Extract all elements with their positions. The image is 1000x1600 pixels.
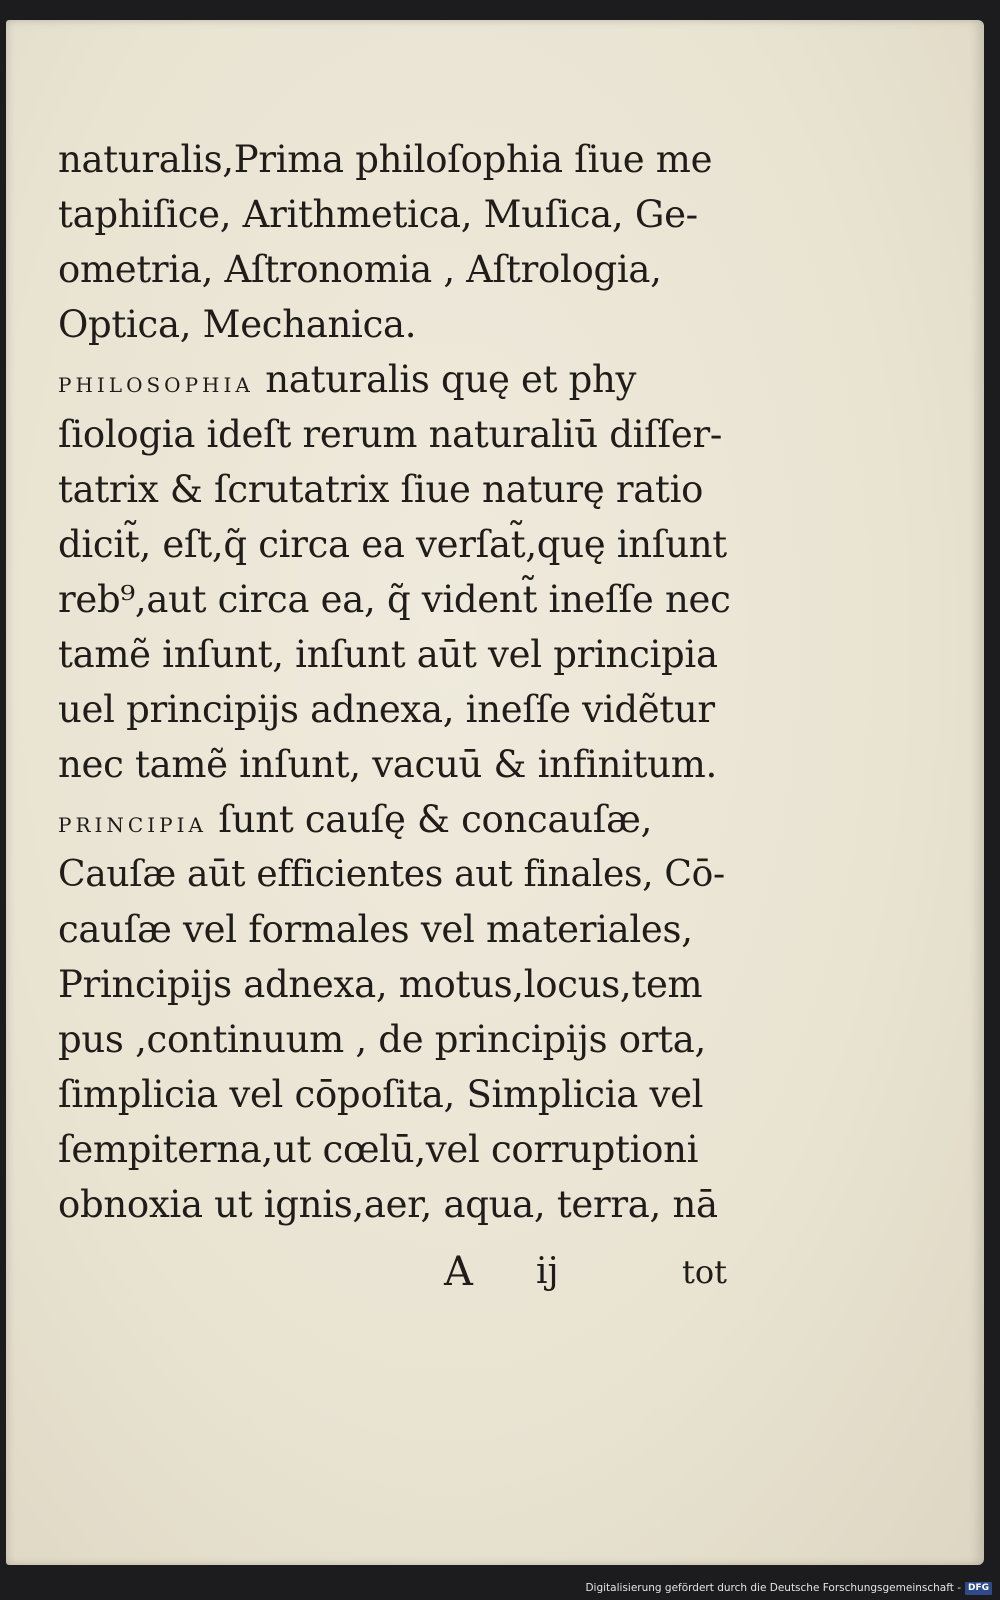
text-line (58, 682, 738, 737)
credit-text: Digitalisierung gefördert durch die Deutsche Forschungsgemeinschaft - (585, 1582, 961, 1594)
line-text: Cauſæ aūt efficientes aut finales, Cō- (58, 854, 725, 895)
text-line (58, 352, 738, 407)
text-line (58, 297, 738, 352)
text-line (58, 957, 738, 1012)
line-text: ſunt cauſę & concauſæ, (206, 798, 653, 841)
text-line (58, 407, 738, 462)
text-line (58, 737, 738, 792)
line-text: tatrix & ſcrutatrix ſiue naturę ratio (58, 468, 704, 511)
dfg-logo: DFG (965, 1582, 992, 1595)
line-text: ometria, Aſtronomia , Aſtrologia, (58, 248, 662, 291)
signature-letter: A (444, 1249, 473, 1295)
text-line (58, 1012, 738, 1067)
line-text: nec tamẽ inſunt, vacuū & infinitum. (58, 743, 717, 786)
text-line (58, 572, 738, 627)
text-line (58, 132, 738, 187)
text-line (58, 902, 738, 957)
line-text: ſiologia ideſt rerum naturaliū diſſer- (58, 413, 723, 456)
text-line (58, 187, 738, 242)
line-text: naturalis,Prima philoſophia ſiue me (58, 138, 713, 181)
line-text: Principijs adnexa, motus,locus,tem (58, 963, 703, 1006)
text-block (58, 132, 738, 1232)
line-text: tamẽ inſunt, inſunt aūt vel principia (58, 633, 718, 676)
text-line (58, 462, 738, 517)
line-text: ſempiterna,ut cœlū,vel corruptioni (58, 1128, 699, 1171)
text-line (58, 1177, 738, 1232)
book-page (6, 20, 984, 1565)
line-text: pus ,continuum , de principijs orta, (58, 1018, 706, 1061)
line-text: obnoxia ut ignis,aer, aqua, terra, nā (58, 1183, 718, 1226)
text-line (58, 1122, 738, 1177)
line-text: naturalis quę et phy (253, 358, 637, 401)
signature-number: ij (536, 1251, 559, 1292)
small-caps-heading: PHILOSOPHIA (58, 373, 254, 397)
small-caps-heading: PRINCIPIA (58, 813, 207, 837)
line-text: ſimplicia vel cōpoſita, Simplicia vel (58, 1073, 704, 1116)
line-text: uel principijs adnexa, ineſſe vidẽtur (58, 688, 715, 731)
catchword: tot (682, 1253, 727, 1291)
line-text: cauſæ vel formales vel materiales, (58, 908, 693, 951)
line-text: reb⁹,aut circa ea, q̃ vident̃ ineſſe nec (58, 578, 731, 621)
text-line (58, 847, 738, 902)
line-text: Optica, Mechanica. (58, 303, 417, 346)
text-line (58, 1067, 738, 1122)
line-text: taphiſice, Arithmetica, Muſica, Ge- (58, 193, 698, 236)
digitization-credit (585, 1579, 992, 1597)
text-line (58, 242, 738, 297)
text-line (58, 517, 738, 572)
text-line (58, 627, 738, 682)
text-line (58, 792, 738, 847)
line-text: dicit̃, eſt,q̃ circa ea verſat̃,quę inſunt (58, 523, 727, 566)
